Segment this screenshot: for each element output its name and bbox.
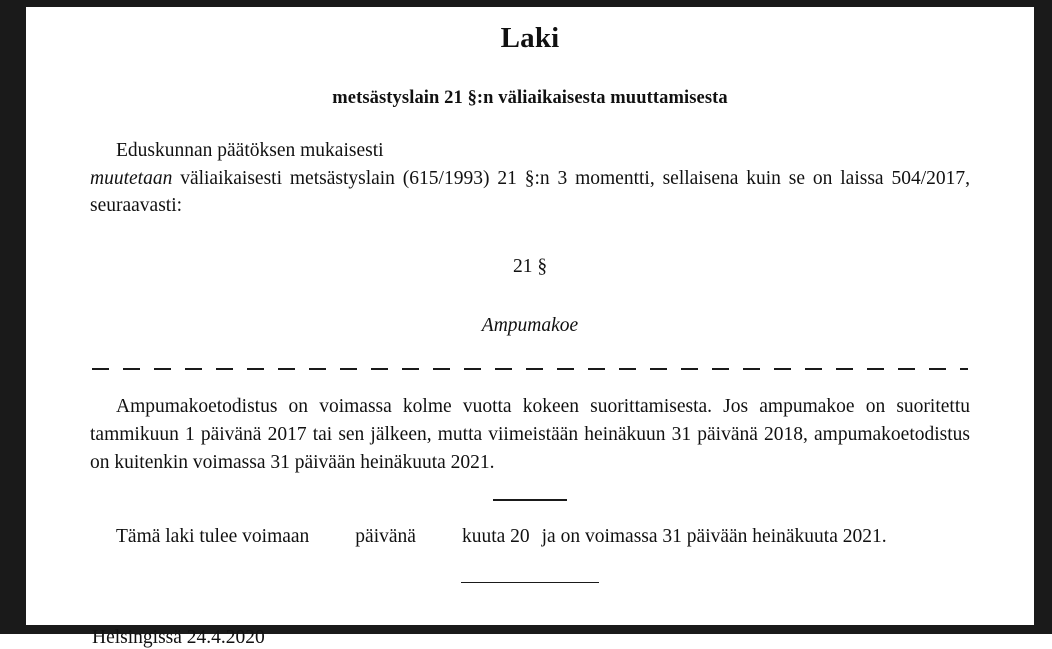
entry-force-part-2: päivänä [355,525,416,547]
place-and-date: Helsingissä 24.4.2020 [92,627,265,649]
preamble-line-2 [90,165,970,220]
document-subtitle: metsästyslain 21 §:n väliaikaisesta muuttamisesta [332,88,728,108]
entry-force-part-4: ja on voimassa 31 päivään heinäkuuta 2021. [541,525,887,547]
document-sheet [26,7,1034,649]
preamble-amend-verb: muutetaan [90,167,173,189]
divider-short [493,499,567,501]
entry-into-force-paragraph [90,523,970,551]
page-edge-left [0,0,26,634]
section-number: 21 § [512,256,548,278]
section-heading: Ampumakoe [481,315,579,337]
entry-force-part-3: kuuta 20 [461,525,530,547]
omission-dashed-line [92,368,968,370]
page-edge-top [0,0,1052,7]
preamble-line-1: Eduskunnan päätöksen mukaisesti [116,140,384,161]
preamble-block [90,137,970,220]
section-body-paragraph: Ampumakoetodistus on voimassa kolme vuotta kokeen suorittamisesta. Jos ampumakoe on suoritettu tammikuun 1 päivänä 2017 tai sen jälkeen, mutta viimeistään heinäkuun 31 päivänä 2018, ampumakoetodistus on kuitenkin voimassa 31 päivään heinäkuuta 2021. [90,396,970,474]
document-title: Laki [500,22,560,54]
entry-force-part-1: Tämä laki tulee voimaan [116,525,310,547]
preamble-amend-rest: väliaikaisesti metsästyslain (615/1993) 21 §:n 3 momentti, sellaisena kuin se on laissa 504/2017, seuraavasti: [90,167,970,217]
divider-wide [461,582,599,584]
page-edge-right [1034,0,1052,634]
